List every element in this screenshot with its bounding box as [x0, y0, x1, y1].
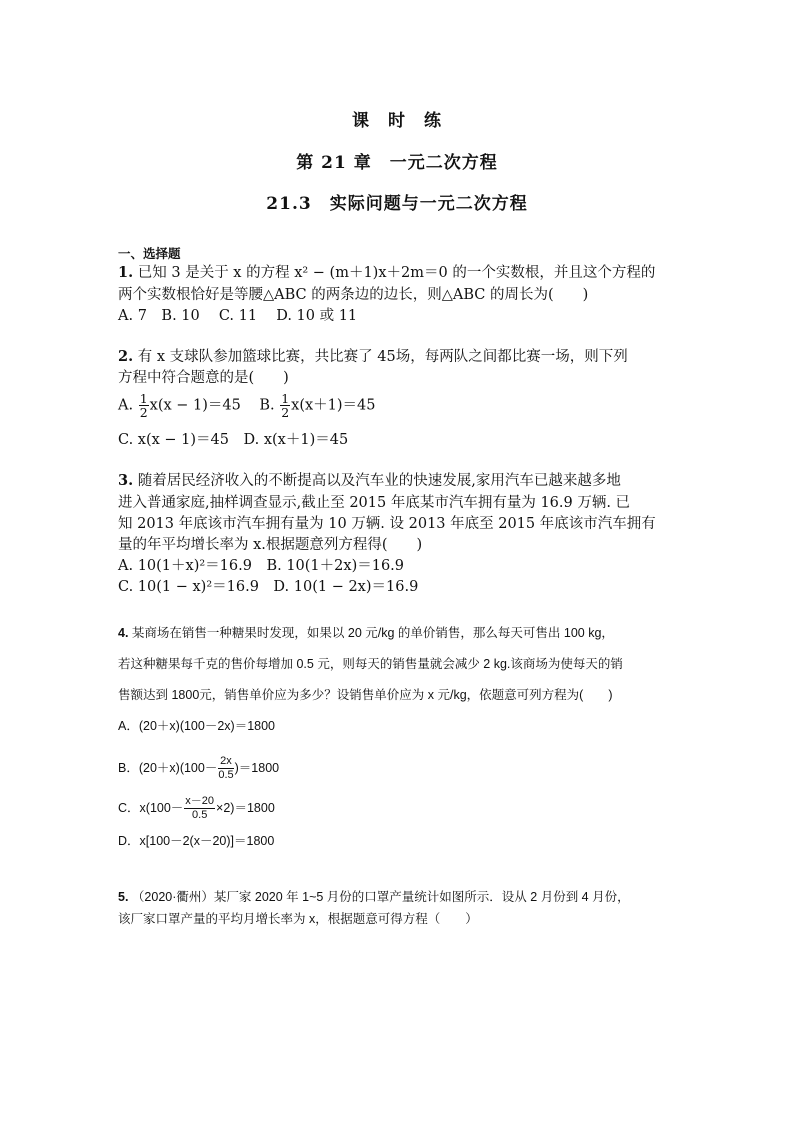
- question-2-option-b-rest: x(x＋1)＝45: [291, 397, 376, 414]
- question-3-number: 3.: [118, 472, 134, 489]
- fraction-numerator: 1: [281, 391, 290, 406]
- question-5-line-1: [118, 888, 630, 906]
- half-fraction: [139, 392, 149, 419]
- question-1-stem-2: 两个实数根恰好是等腰△ABC 的两条边的边长，则△ABC 的周长为( ): [118, 287, 589, 303]
- option-c-prefix: C．x(100－: [118, 800, 184, 815]
- question-4-option-b: [118, 755, 279, 782]
- half-fraction: [280, 392, 290, 419]
- option-c-suffix: ×2)＝1800: [216, 800, 275, 815]
- question-2-option-a-rest: x(x − 1)＝45: [149, 397, 241, 414]
- question-1-line-1: [118, 264, 655, 282]
- fraction-denominator: 2: [139, 405, 148, 420]
- question-2-options-cd: C. x(x − 1)＝45 D. x(x＋1)＝45: [118, 432, 349, 448]
- question-4-line-1: [118, 624, 614, 642]
- question-2-stem-2: 方程中符合题意的是( ): [118, 370, 289, 386]
- question-1-number: 1.: [118, 264, 134, 281]
- option-b-suffix: )＝1800: [234, 760, 280, 775]
- question-5-stem-2: 该厂家口罩产量的平均月增长率为 x，根据题意可得方程（ ）: [118, 912, 478, 926]
- question-4-stem-2: 若这种糖果每千克的售价每增加 0.5 元，则每天的销售量就会减少 2 kg.该商场为使每天的销: [118, 657, 623, 671]
- question-3-line-1: [118, 472, 621, 490]
- option-b-prefix: B．(20＋x)(100－: [118, 760, 218, 775]
- question-4-stem-1: 某商场在销售一种糖果时发现，如果以 20 元/kg 的单价销售，那么每天可售出 100 kg，: [131, 626, 614, 640]
- question-2-stem-1: 有 x 支球队参加篮球比赛，共比赛了 45场，每两队之间都比赛一场，则下列: [137, 349, 628, 365]
- question-1-stem-1: 已知 3 是关于 x 的方程 x² − (m＋1)x＋2m＝0 的一个实数根，并且这个方程的: [137, 265, 656, 281]
- question-4-option-c: [118, 795, 275, 822]
- fraction-denominator: 0.5: [192, 809, 208, 821]
- question-2-option-a-label: A.: [118, 397, 134, 414]
- question-4-stem-3: 售额达到 1800元，销售单价应为多少？设销售单价应为 x 元/kg，依题意可列方程为( ): [118, 688, 613, 702]
- option-c-fraction: [184, 795, 215, 822]
- option-b-fraction: [218, 755, 233, 782]
- question-3-stem-2: 进入普通家庭,抽样调查显示,截止至 2015 年底某市汽车拥有量为 16.9 万辆. 已: [118, 495, 631, 511]
- fraction-numerator: 1: [139, 391, 148, 406]
- question-5-number: 5.: [118, 890, 129, 904]
- question-1-options: A. 7 B. 10 C. 11 D. 10 或 11: [118, 308, 358, 324]
- question-3-options-ab: A. 10(1＋x)²＝16.9 B. 10(1＋2x)＝16.9: [118, 558, 405, 574]
- question-3-stem-3: 知 2013 年底该市汽车拥有量为 10 万辆. 设 2013 年底至 2015 年底该市汽车拥有: [118, 516, 656, 532]
- question-3-stem-1: 随着居民经济收入的不断提高以及汽车业的快速发展,家用汽车已越来越多地: [137, 473, 621, 489]
- question-3-options-cd: C. 10(1 − x)²＝16.9 D. 10(1 − 2x)＝16.9: [118, 579, 419, 595]
- section-heading: 一、选择题: [118, 246, 181, 261]
- fraction-numerator: x－20: [185, 795, 215, 807]
- section-title: 21.3 实际问题与一元二次方程: [266, 194, 528, 214]
- fraction-denominator: 2: [281, 405, 290, 420]
- page-title: 课 时 练: [352, 111, 442, 131]
- question-3-stem-4: 量的年平均增长率为 x.根据题意列方程得( ): [118, 537, 423, 553]
- question-2-number: 2.: [118, 348, 134, 365]
- fraction-numerator: 2x: [220, 755, 232, 767]
- question-2-options-ab: [118, 392, 376, 419]
- chapter-title: 第 21 章 一元二次方程: [296, 153, 498, 173]
- question-4-option-a: A．(20＋x)(100－2x)＝1800: [118, 719, 276, 733]
- question-2-option-b-label: B.: [259, 397, 275, 414]
- fraction-denominator: 0.5: [218, 769, 234, 781]
- question-4-number: 4.: [118, 626, 129, 640]
- question-4-option-d: D．x[100－2(x－20)]＝1800: [118, 834, 275, 848]
- question-2-line-1: [118, 348, 628, 366]
- question-5-stem-1: （2020·衢州）某厂家 2020 年 1~5 月份的口罩产量统计如图所示．设从 2 月份到 4 月份，: [131, 890, 630, 904]
